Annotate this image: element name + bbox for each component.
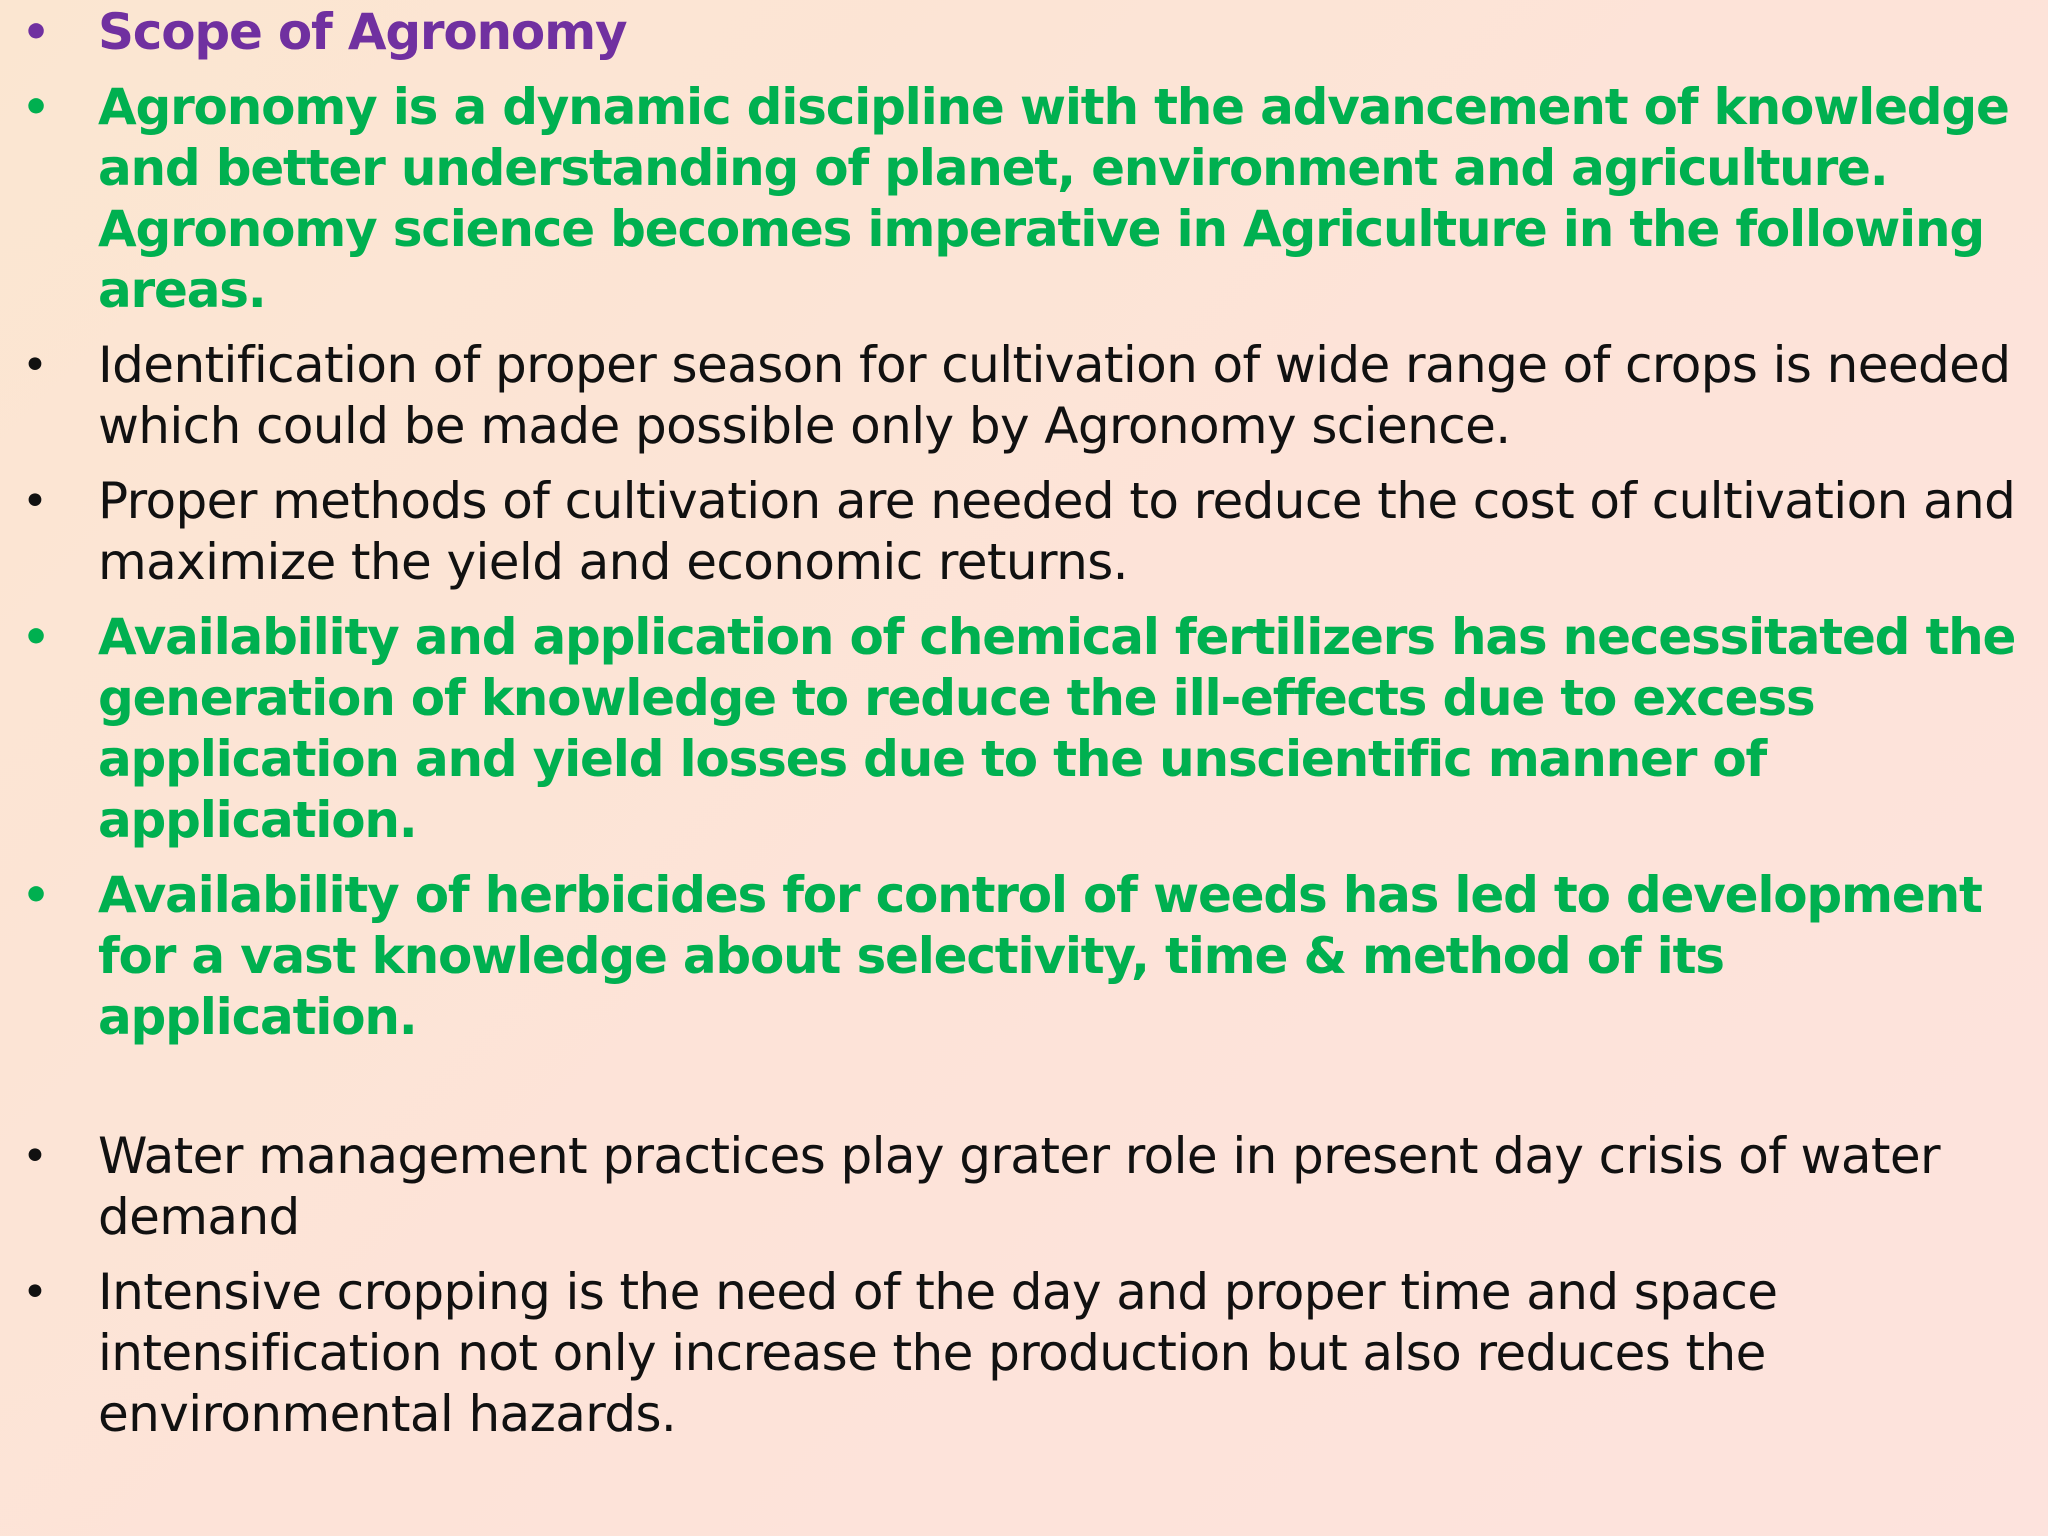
bullet-icon: • bbox=[22, 7, 49, 58]
bullet-text: Availability and application of chemical fertilizers has necessitated the generation of knowledge to reduce the ill-effects due to excess application and yield losses due to the unscientific manner of application. bbox=[98, 608, 2016, 849]
bullet-text: Availability of herbicides for control of weeds has led to development for a vast knowledge about selectivity, time & method of its application. bbox=[98, 866, 1982, 1046]
bullet-icon: • bbox=[22, 1131, 48, 1182]
bullet-text: Proper methods of cultivation are needed to reduce the cost of cultivation and maximize the yield and economic returns. bbox=[98, 472, 2016, 591]
slide-title bbox=[0, 2, 2048, 63]
bullet-item bbox=[0, 335, 2048, 457]
bullet-item bbox=[0, 607, 2048, 851]
bullet-item bbox=[0, 865, 2048, 1048]
bullet-item bbox=[0, 77, 2048, 321]
bullet-item bbox=[0, 471, 2048, 593]
bullet-text: Identification of proper season for cultivation of wide range of crops is needed which could be made possible only by Agronomy science. bbox=[98, 336, 2011, 455]
bullet-item bbox=[0, 1126, 2048, 1248]
bullet-text: Water management practices play grater role in present day crisis of water demand bbox=[98, 1127, 1941, 1246]
bullet-icon: • bbox=[22, 612, 49, 663]
bullet-list bbox=[0, 2, 2048, 1459]
bullet-icon: • bbox=[22, 870, 49, 921]
bullet-text: Scope of Agronomy bbox=[98, 3, 627, 61]
bullet-icon: • bbox=[22, 82, 49, 133]
bullet-item bbox=[0, 1262, 2048, 1445]
bullet-text: Intensive cropping is the need of the day and proper time and space intensification not only increase the production but also reduces the environmental hazards. bbox=[98, 1263, 1778, 1443]
bullet-icon: • bbox=[22, 476, 48, 527]
bullet-text: Agronomy is a dynamic discipline with the advancement of knowledge and better understanding of planet, environment and agriculture. Agronomy science becomes imperative in Agriculture in the following areas. bbox=[98, 78, 2009, 319]
bullet-icon: • bbox=[22, 340, 48, 391]
bullet-icon: • bbox=[22, 1267, 48, 1318]
